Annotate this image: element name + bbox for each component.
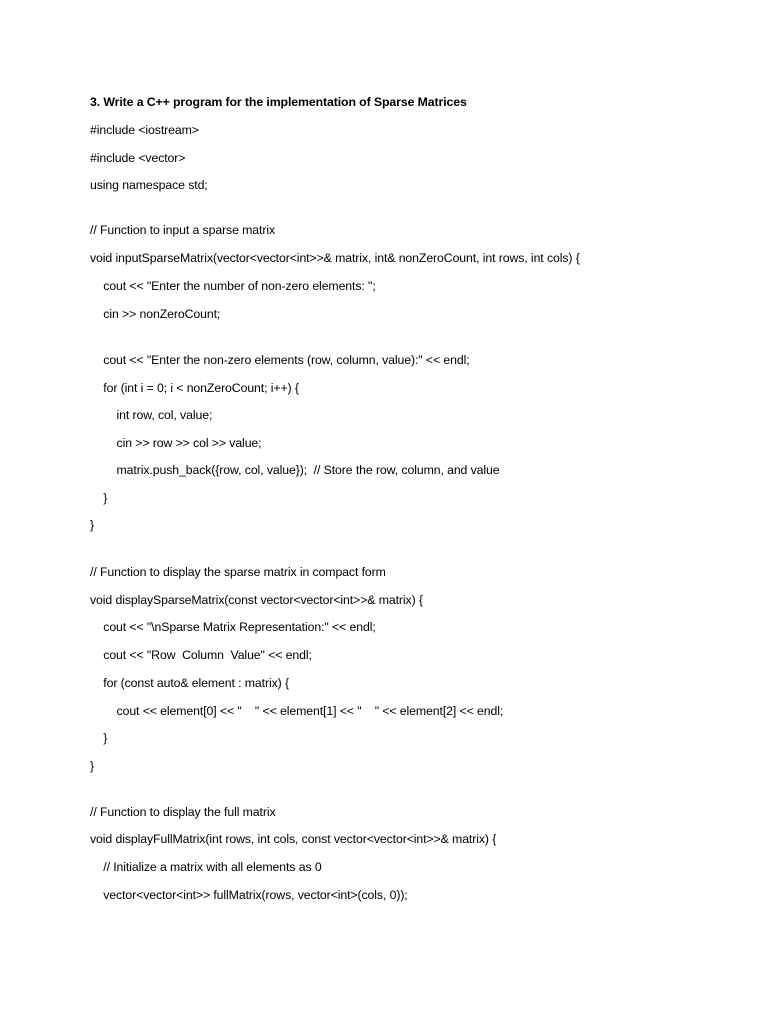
code-comment: // Function to display the full matrix <box>90 805 276 819</box>
code-comment: // Function to input a sparse matrix <box>90 223 276 237</box>
code-line: int row, col, value; <box>90 408 213 422</box>
code-line: cout << "Enter the number of non-zero elements: "; <box>90 279 376 293</box>
code-line: cout << "Enter the non-zero elements (row, column, value):" << endl; <box>90 353 470 367</box>
code-line: cout << element[0] << " " << element[1] << " " << element[2] << endl; <box>90 704 504 718</box>
code-line: for (int i = 0; i < nonZeroCount; i++) { <box>90 381 299 395</box>
code-line: } <box>90 491 108 505</box>
code-line: } <box>90 759 95 773</box>
code-comment: // Initialize a matrix with all elements as 0 <box>90 860 322 874</box>
code-line: cin >> row >> col >> value; <box>90 436 262 450</box>
code-line: cout << "\nSparse Matrix Representation:" << endl; <box>90 620 376 634</box>
code-line: for (const auto& element : matrix) { <box>90 676 289 690</box>
code-line: using namespace std; <box>90 178 208 192</box>
code-comment: // Function to display the sparse matrix in compact form <box>90 565 386 579</box>
code-line: } <box>90 518 95 532</box>
code-line: cout << "Row Column Value" << endl; <box>90 648 312 662</box>
code-line: void displaySparseMatrix(const vector<vector<int>>& matrix) { <box>90 593 423 607</box>
code-line: vector<vector<int>> fullMatrix(rows, vector<int>(cols, 0)); <box>90 888 408 902</box>
code-line: cin >> nonZeroCount; <box>90 307 221 321</box>
code-line: #include <iostream> <box>90 123 199 137</box>
code-line: } <box>90 731 108 745</box>
code-line: matrix.push_back({row, col, value}); // Store the row, column, and value <box>90 463 500 477</box>
code-line: void displayFullMatrix(int rows, int cols, const vector<vector<int>>& matrix) { <box>90 832 497 846</box>
code-line: #include <vector> <box>90 151 186 165</box>
code-line: void inputSparseMatrix(vector<vector<int>>& matrix, int& nonZeroCount, int rows, int cols) { <box>90 251 580 265</box>
question-heading: 3. Write a C++ program for the implementation of Sparse Matrices <box>90 95 467 109</box>
